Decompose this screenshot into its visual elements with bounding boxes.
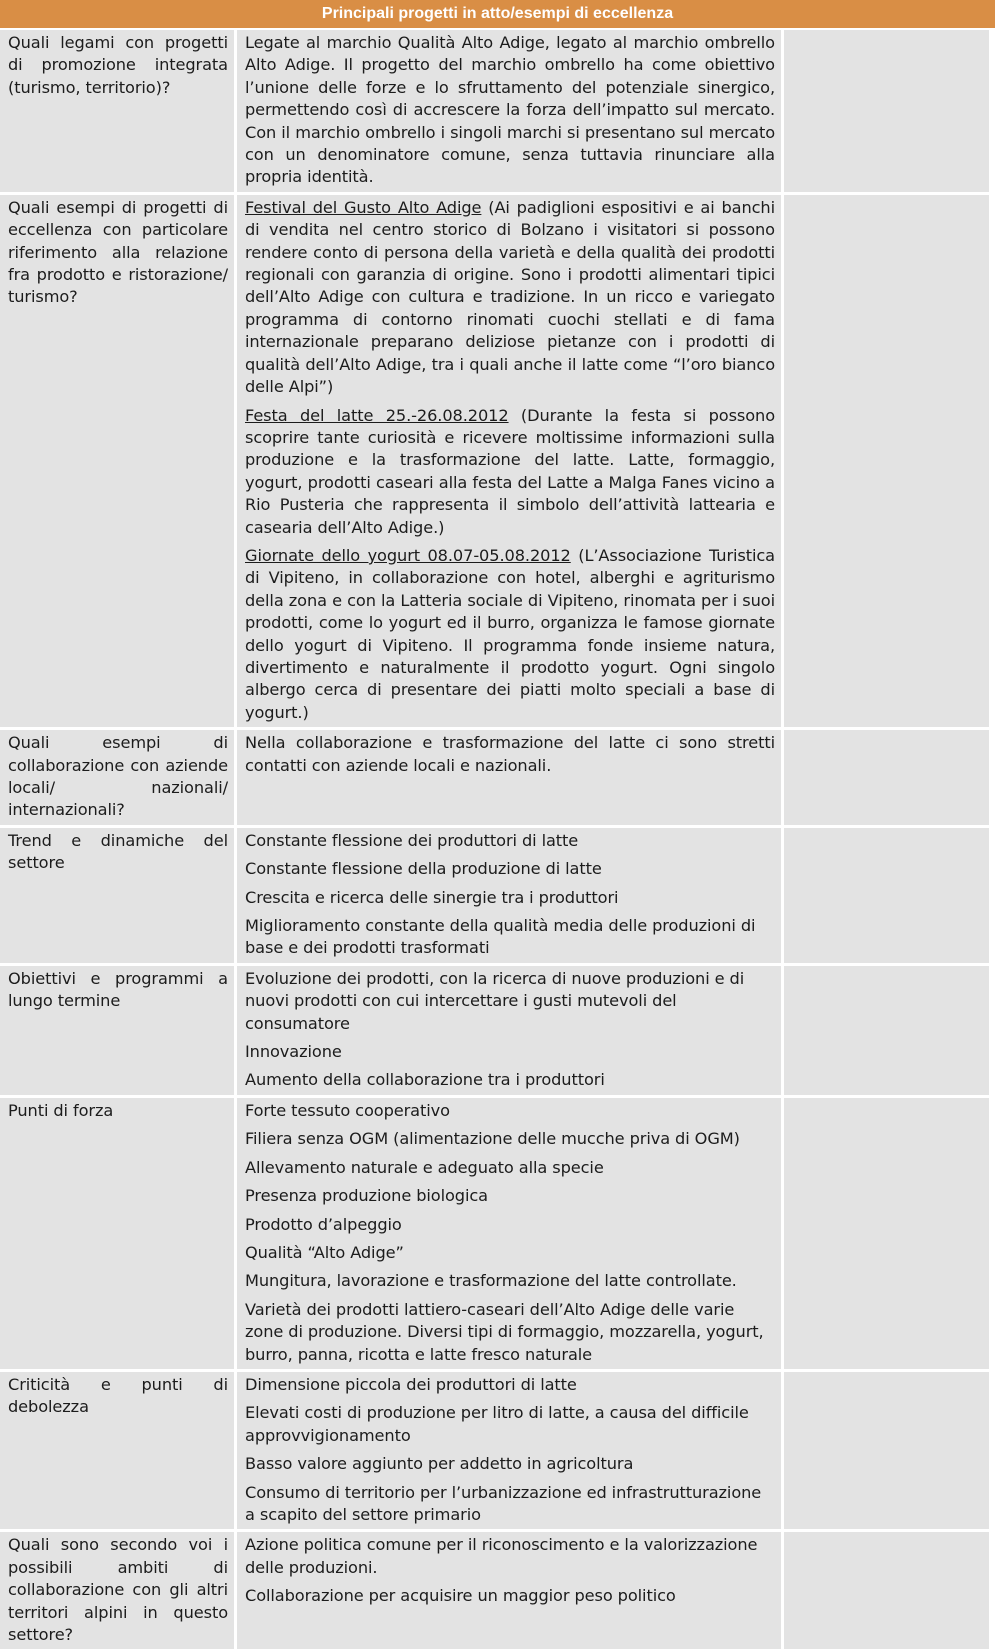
empty-cell (784, 828, 989, 963)
answer-paragraph (245, 405, 775, 539)
empty-cell (784, 966, 989, 1095)
answer-item: Filiera senza OGM (alimentazione delle mucche priva di OGM) (245, 1129, 740, 1149)
answer-item: Constante flessione della produzione di latte (245, 859, 602, 879)
row-question: Quali legami con progetti di promozione integrata (turismo, territorio)? (0, 30, 234, 192)
answer-item: Collaborazione per acquisire un maggior peso politico (245, 1586, 676, 1606)
answer-paragraph (245, 32, 775, 189)
empty-cell (784, 195, 989, 727)
row-answer (237, 828, 781, 963)
table-row (0, 1098, 989, 1369)
table-row (0, 1532, 989, 1649)
answer-item: Evoluzione dei prodotti, con la ricerca di nuove produzioni e di nuovi prodotti con cui intercettare i gusti mutevoli del consumatore (245, 968, 745, 1033)
projects-table (0, 27, 992, 1652)
paragraph-text: Legate al marchio Qualità Alto Adige, legato al marchio ombrello Alto Adige. Il progetto del marchio ombrello ha come obiettivo l’unione delle forze e lo sfruttamento del potenziale sinergico, permettendo così di accrescere la forza dell’impatto sul mercato. Con il marchio ombrello i singoli marchi si presentano sul mercato con un denominatore comune, senza tuttavia rinunciare alla propria identità. (245, 33, 775, 187)
row-answer (237, 1372, 781, 1529)
answer-item: Innovazione (245, 1042, 342, 1062)
empty-cell (784, 1532, 989, 1649)
answer-item: Dimensione piccola dei produttori di latte (245, 1374, 577, 1394)
table-row (0, 966, 989, 1095)
paragraph-text: (Durante la festa si possono scoprire tante curiosità e ricevere moltissime informazioni sulla produzione e la trasformazione del latte. Latte, formaggio, yogurt, prodotti caseari alla festa del Latte a Malga Fanes vicino a Rio Pusteria che rappresenta il simbolo dell’attività lattearia e casearia dell’Alto Adige.) (245, 405, 776, 537)
row-question: Criticità e punti di debolezza (0, 1372, 234, 1529)
table-row (0, 30, 989, 192)
row-question: Quali esempi di collaborazione con aziende locali/ nazionali/ internazionali? (0, 730, 234, 825)
row-question: Quali sono secondo voi i possibili ambiti di collaborazione con gli altri territori alpini in questo settore? (0, 1532, 234, 1649)
row-question: Trend e dinamiche del settore (0, 828, 234, 963)
empty-cell (784, 30, 989, 192)
table-row (0, 828, 989, 963)
table-row (0, 195, 989, 727)
row-answer (237, 730, 781, 825)
row-answer (237, 30, 781, 192)
row-answer (237, 195, 781, 727)
empty-cell (784, 1372, 989, 1529)
answer-item: Constante flessione dei produttori di latte (245, 830, 579, 850)
answer-item: Varietà dei prodotti lattiero-caseari dell’Alto Adige delle varie zone di produzione. Diversi tipi di formaggio, mozzarella, yogurt, burro, panna, ricotta e latte fresco naturale (245, 1299, 764, 1364)
answer-item: Allevamento naturale e adeguato alla specie (245, 1157, 604, 1177)
paragraph-text: (L’Associazione Turistica di Vipiteno, in collaborazione con hotel, alberghi e agriturismo della zona e con la Latteria sociale di Vipiteno, rinomata per i suoi prodotti, come lo yogurt ed il burro, organizza le famose giornate dello yogurt di Vipiteno. Il programma fonde insieme natura, divertimento e naturalmente il prodotto yogurt. Ogni singolo albergo cerca di presentare dei piatti molto speciali a base di yogurt.) (245, 545, 775, 722)
answer-item: Elevati costi di produzione per litro di latte, a causa del difficile approvvigionamento (245, 1403, 749, 1445)
event-title: Giornate dello yogurt 08.07-05.08.2012 (245, 545, 571, 565)
answer-paragraph (245, 732, 775, 777)
answer-paragraph (245, 197, 775, 399)
event-title: Festival del Gusto Alto Adige (245, 197, 482, 217)
answer-paragraph (245, 545, 775, 724)
row-question: Obiettivi e programmi a lungo termine (0, 966, 234, 1095)
answer-item: Aumento della collaborazione tra i produttori (245, 1070, 605, 1090)
row-answer (237, 966, 781, 1095)
event-title: Festa del latte 25.-26.08.2012 (245, 405, 509, 425)
table-header: Principali progetti in atto/esempi di eccellenza (0, 0, 995, 28)
answer-item: Azione politica comune per il riconoscimento e la valorizzazione delle produzioni. (245, 1535, 758, 1577)
answer-item: Miglioramento constante della qualità media delle produzioni di base e dei prodotti trasformati (245, 916, 756, 958)
answer-item: Mungitura, lavorazione e trasformazione del latte controllate. (245, 1271, 737, 1291)
row-question: Quali esempi di progetti di eccellenza con particolare riferimento alla relazione fra prodotto e ristorazione/ turismo? (0, 195, 234, 727)
paragraph-text: Nella collaborazione e trasformazione del latte ci sono stretti contatti con aziende locali e nazionali. (245, 733, 775, 775)
answer-item: Consumo di territorio per l’urbanizzazione ed infrastrutturazione a scapito del settore primario (245, 1482, 762, 1524)
answer-item: Presenza produzione biologica (245, 1186, 488, 1206)
row-answer (237, 1098, 781, 1369)
table-row (0, 1372, 989, 1529)
answer-item: Prodotto d’alpeggio (245, 1214, 402, 1234)
empty-cell (784, 1098, 989, 1369)
table-row (0, 730, 989, 825)
empty-cell (784, 730, 989, 825)
row-answer (237, 1532, 781, 1649)
answer-item: Basso valore aggiunto per addetto in agricoltura (245, 1454, 634, 1474)
paragraph-text: (Ai padiglioni espositivi e ai banchi di vendita nel centro storico di Bolzano i visitatori si possono rendere conto di persona della varietà e della qualità dei prodotti regionali con garanzia di origine. Sono i prodotti alimentari tipici dell’Alto Adige con cultura e tradizione. In un ricco e variegato programma di contorno rinomati cuochi stellati e di fama internazionale preparano deliziose pietanze con i prodotti di qualità dell’Alto Adige, tra i quali anche il latte come “l’oro bianco delle Alpi”) (245, 197, 775, 397)
answer-item: Qualità “Alto Adige” (245, 1242, 404, 1262)
row-question: Punti di forza (0, 1098, 234, 1369)
answer-item: Forte tessuto cooperativo (245, 1100, 450, 1120)
answer-item: Crescita e ricerca delle sinergie tra i produttori (245, 887, 619, 907)
